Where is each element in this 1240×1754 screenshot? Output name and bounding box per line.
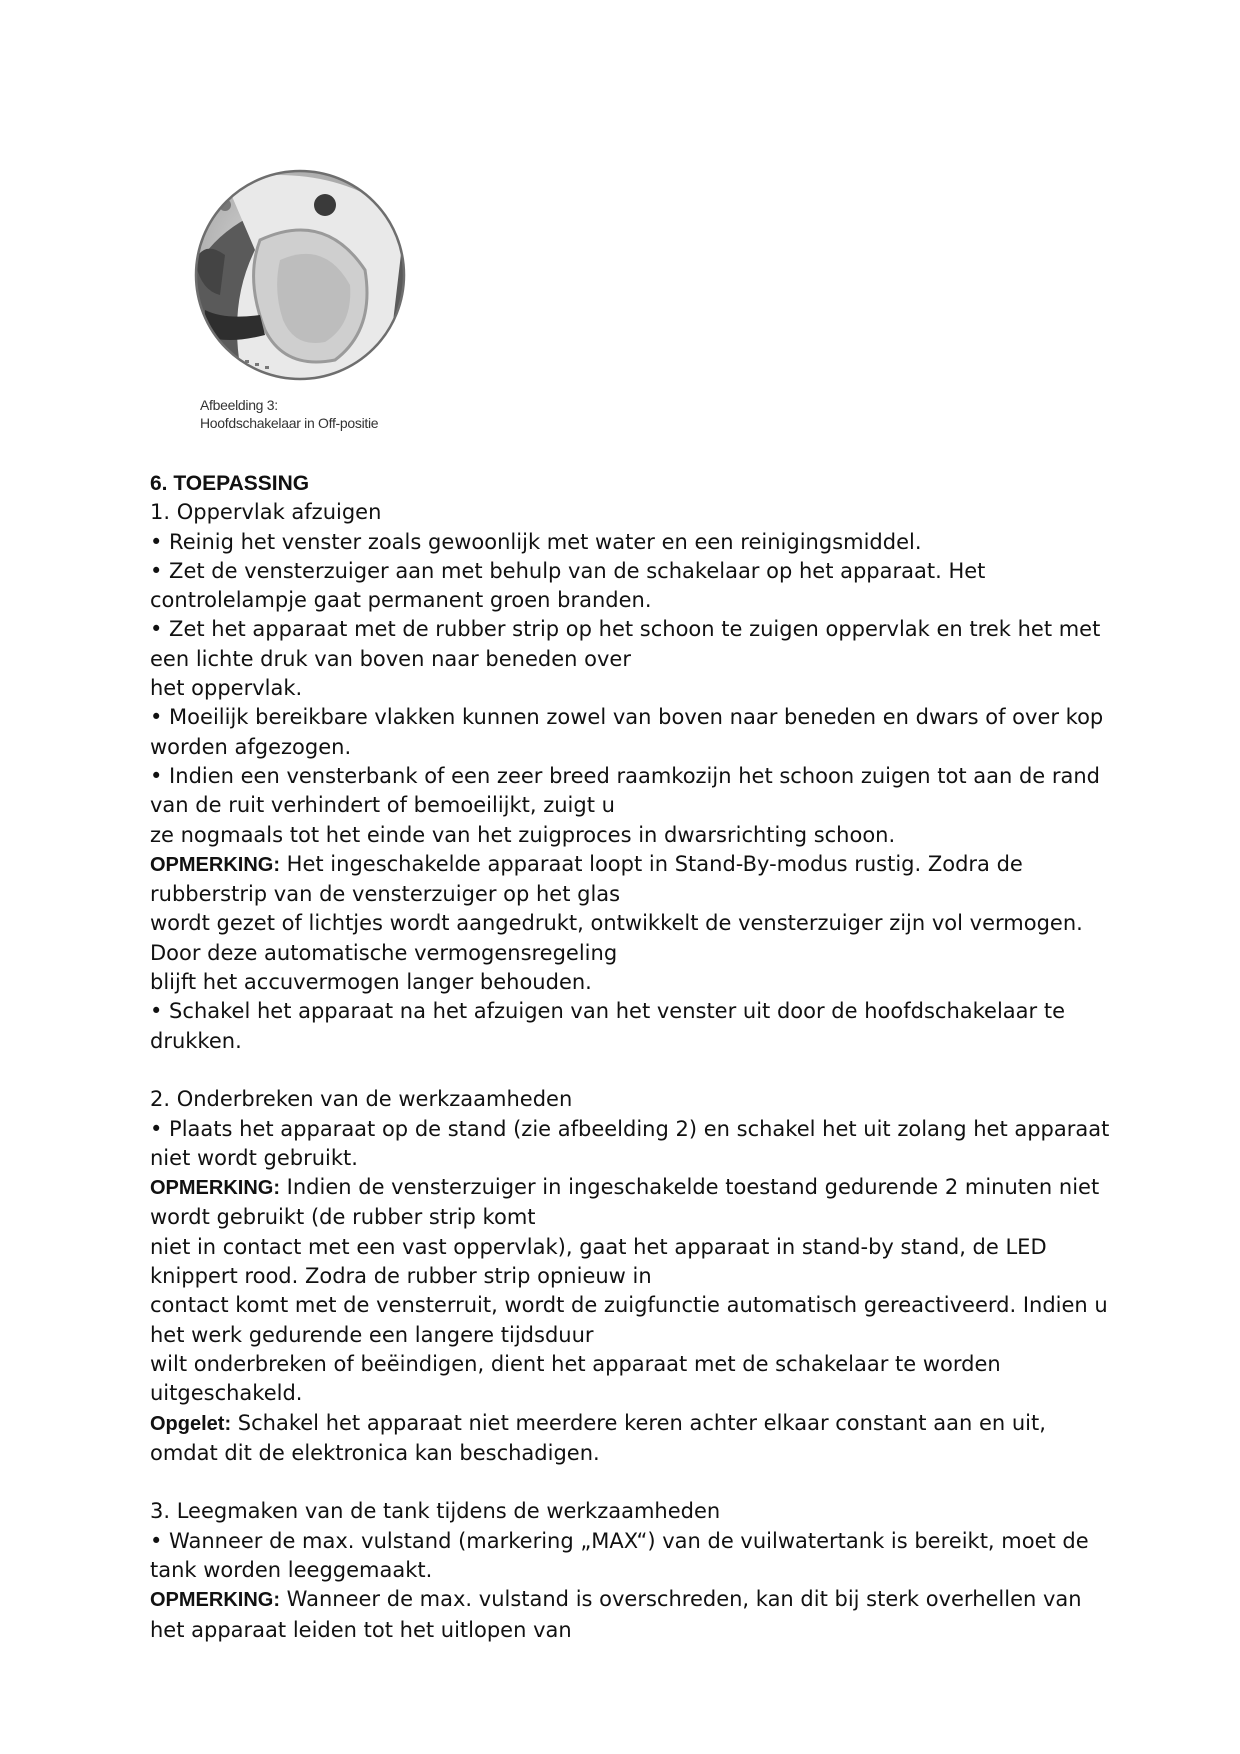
section-heading: 6. TOEPASSING — [150, 472, 310, 495]
note-auto-standby-cont-3: wilt onderbreken of beëindigen, dient het apparaat met de schakelaar te worden uitgeschakeld. — [150, 1351, 1001, 1406]
warning — [150, 1409, 1110, 1469]
note-overfill — [150, 1585, 1110, 1645]
note-auto-standby — [150, 1173, 1110, 1233]
warning-text: Schakel het apparaat niet meerdere keren achter elkaar constant aan en uit, omdat dit de elektronica kan beschadigen. — [150, 1410, 1046, 1465]
note-text: Indien de vensterzuiger in ingeschakelde toestand gedurende 2 minuten niet wordt gebruikt (de rubber strip komt — [150, 1175, 1100, 1230]
note-standby — [150, 850, 1110, 910]
main-switch-illustration — [185, 160, 415, 390]
bullet-window-sill: • Indien een vensterbank of een zeer breed raamkozijn het schoon zuigen tot aan de rand van de ruit verhindert of bemoeilijkt, zuigt u — [150, 763, 1101, 818]
note-auto-standby-cont-2: contact komt met de vensterruit, wordt de zuigfunctie automatisch gereactiveerd. Indien u het werk gedurende een langere tijdsduur — [150, 1293, 1108, 1347]
note-auto-standby-cont-1: niet in contact met een vast oppervlak), gaat het apparaat in stand-by stand, de LED knippert rood. Zodra de rubber strip opnieuw in — [150, 1234, 1047, 1289]
note-label: OPMERKING: — [150, 853, 280, 876]
bullet-switch-on: • Zet de vensterzuiger aan met behulp van de schakelaar op het apparaat. Het controlelampje gaat permanent groen branden. — [150, 558, 986, 613]
note-text: Het ingeschakelde apparaat loopt in Stand-By-modus rustig. Zodra de rubberstrip van de vensterzuiger op het glas — [150, 851, 1023, 907]
caption-line-2: Hoofdschakelaar in Off-positie — [200, 415, 379, 431]
note-label: OPMERKING: — [150, 1589, 280, 1612]
spacer — [150, 1056, 1110, 1085]
bullet-empty-tank: • Wanneer de max. vulstand (markering „MAX“) van de vuilwatertank is bereikt, moet de tank worden leeggemaakt. — [150, 1528, 1089, 1582]
warning-label: Opgelet: — [150, 1412, 232, 1435]
spacer — [150, 1468, 1110, 1497]
bullet-clean-window: • Reinig het venster zoals gewoonlijk met water en een reinigingsmiddel. — [150, 529, 922, 554]
bullet-place-on-stand: • Plaats het apparaat op de stand (zie afbeelding 2) en schakel het uit zolang het apparaat niet wordt gebruikt. — [150, 1116, 1110, 1170]
bullet-hard-to-reach: • Moeilijk bereikbare vlakken kunnen zowel van boven naar beneden en dwars of over kop worden afgezogen. — [150, 705, 1104, 759]
bullet-window-sill-cont: ze nogmaals tot het einde van het zuigproces in dwarsrichting schoon. — [150, 822, 896, 847]
note-label: OPMERKING: — [150, 1177, 280, 1200]
document-body — [150, 469, 1110, 1645]
bullet-place-device: • Zet het apparaat met de rubber strip op het schoon te zuigen oppervlak en trek het met een lichte druk van boven naar beneden over — [150, 617, 1101, 671]
caption-line-1: Afbeelding 3: — [200, 397, 278, 413]
note-text: Wanneer de max. vulstand is overschreden, kan dit bij sterk overhellen van het apparaat leiden tot het uitlopen van — [150, 1587, 1082, 1642]
note-standby-cont-2: blijft het accuvermogen langer behouden. — [150, 970, 592, 995]
figure-caption — [200, 396, 378, 432]
subsection-title-1: 1. Oppervlak afzuigen — [150, 500, 382, 525]
bullet-switch-off: • Schakel het apparaat na het afzuigen van het venster uit door de hoofdschakelaar te drukken. — [150, 999, 1065, 1053]
subsection-title-2: 2. Onderbreken van de werkzaamheden — [150, 1087, 573, 1112]
subsection-title-3: 3. Leegmaken van de tank tijdens de werkzaamheden — [150, 1499, 721, 1524]
bullet-place-device-cont: het oppervlak. — [150, 676, 303, 701]
note-standby-cont-1: wordt gezet of lichtjes wordt aangedrukt, ontwikkelt de vensterzuiger zijn vol vermogen. Door deze automatische vermogensregeling — [150, 911, 1083, 965]
